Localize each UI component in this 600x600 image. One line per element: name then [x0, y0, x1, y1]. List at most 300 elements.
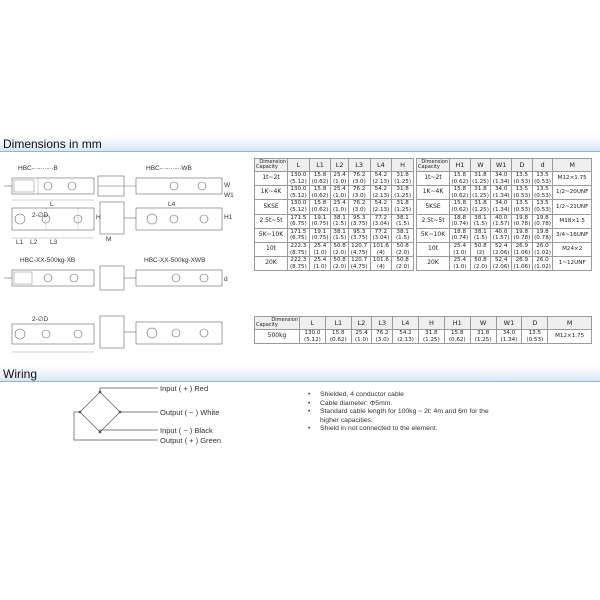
inch-value: (8.75) — [289, 263, 307, 270]
value-cell — [309, 172, 331, 186]
inch-value: (1.57) — [492, 221, 510, 228]
value-cell — [309, 214, 331, 228]
drawing-label-wb: HBC-··-···-··WB — [146, 165, 192, 172]
wire-input-positive: Input ( + ) Red — [160, 384, 209, 393]
metric-value: 31.8 — [425, 330, 438, 336]
dimensions-section-header — [0, 136, 600, 152]
value-cell — [288, 257, 310, 271]
hole-spec-label: 2-∅D — [32, 212, 49, 219]
metric-value: 222.3 — [290, 257, 307, 264]
value-cell — [392, 186, 414, 200]
value-cell — [309, 228, 331, 242]
inch-value: (0.78) — [534, 221, 551, 228]
capacity-cell: 5K~10K — [417, 228, 450, 242]
inch-value: (5.12) — [289, 206, 307, 213]
inch-value: (1.34) — [492, 206, 510, 213]
value-cell — [470, 172, 491, 186]
capacity-cell: 20K — [417, 257, 450, 271]
value-cell — [491, 214, 512, 228]
metric-value: 13.5 — [528, 330, 542, 336]
metric-value: 25.4 — [333, 172, 346, 178]
inch-value: (0.62) — [448, 336, 466, 343]
value-cell — [300, 330, 326, 344]
inch-value: (1.0) — [332, 178, 347, 185]
inch-value: (5.12) — [304, 336, 321, 343]
value-cell — [512, 200, 533, 214]
metric-value: 50.8 — [474, 257, 487, 264]
value-cell — [309, 200, 331, 214]
value-cell — [288, 200, 310, 214]
dim-L2-label: L2 — [30, 239, 38, 246]
inch-value: (0.53) — [526, 336, 544, 343]
value-cell — [288, 186, 310, 200]
inch-value: (1.0) — [313, 263, 327, 270]
column-header: L — [300, 317, 326, 330]
value-cell — [392, 172, 414, 186]
metric-value: 13.5 — [536, 186, 549, 193]
drawing-500-b-top — [4, 270, 94, 286]
value-cell — [491, 172, 512, 186]
metric-value: 50.8 — [396, 242, 409, 249]
inch-value: (1.25) — [472, 206, 489, 213]
column-header: W1 — [491, 159, 512, 172]
inch-value: (0.74) — [451, 235, 469, 242]
metric-value: 130.0 — [304, 330, 321, 336]
column-header: H — [392, 159, 414, 172]
inch-value: (0.62) — [311, 178, 329, 185]
wiring-diagram — [60, 384, 270, 454]
inch-value: (1.57) — [492, 235, 510, 242]
corner-dimension-label: Dimension — [259, 159, 286, 165]
value-cell — [491, 242, 512, 256]
metric-value: 101.6 — [372, 257, 389, 264]
value-cell — [288, 228, 310, 242]
value-cell — [532, 200, 553, 214]
table-row — [255, 186, 414, 200]
wire-output-negative: Output ( − ) White — [160, 408, 220, 417]
metric-value: 34.0 — [494, 172, 508, 178]
drawing-wb-side — [100, 202, 222, 234]
value-cell — [532, 172, 553, 186]
value-cell — [370, 242, 392, 256]
inch-value: (1.25) — [472, 178, 489, 185]
inch-value: (1.0) — [453, 249, 467, 256]
inch-value: (2.0) — [332, 249, 347, 256]
value-cell — [348, 172, 370, 186]
wire-input-negative: Input ( − ) Black — [160, 426, 213, 435]
column-header: L — [288, 159, 310, 172]
inch-value: (2.06) — [492, 263, 510, 270]
table-row — [255, 214, 414, 228]
inch-value: (1.34) — [492, 178, 510, 185]
technical-drawings — [2, 156, 238, 362]
value-cell — [288, 242, 310, 256]
inch-value: (3.0) — [352, 206, 366, 213]
metric-value: 77.2 — [374, 214, 388, 221]
metric-value: 38.1 — [396, 214, 409, 221]
value-cell — [512, 242, 533, 256]
inch-value: (1.0) — [332, 206, 347, 213]
metric-value: 15.8 — [453, 172, 467, 178]
value-cell — [331, 214, 348, 228]
value-cell — [532, 214, 553, 228]
capacity-cell: 10t — [417, 242, 450, 256]
capacity-cell: 1K~4K — [255, 186, 288, 200]
table-row — [417, 200, 592, 214]
column-header: H1 — [450, 159, 471, 172]
metric-value: 34.0 — [502, 330, 516, 336]
metric-value: 3/4~16UNF — [556, 232, 589, 239]
corner-dimension-label: Dimension — [421, 159, 448, 165]
value-cell — [331, 257, 348, 271]
metric-value: M24×2 — [562, 246, 583, 253]
metric-value: 13.5 — [515, 186, 529, 193]
wiring-notes — [306, 391, 506, 434]
metric-value: M18×1.5 — [559, 217, 585, 224]
metric-value: 34.0 — [494, 186, 508, 193]
column-header: L2 — [331, 159, 348, 172]
inch-value: (3.75) — [350, 221, 368, 228]
inch-value: (1.25) — [394, 192, 412, 199]
value-cell — [496, 330, 522, 344]
value-cell — [331, 242, 348, 256]
metric-value: 19.8 — [536, 228, 549, 235]
column-header: W — [470, 159, 491, 172]
hole-spec-label-2: 2-∅D — [32, 316, 49, 323]
inch-value: (0.53) — [534, 178, 551, 185]
table-row — [255, 172, 414, 186]
value-cell — [532, 242, 553, 256]
column-header: W — [470, 317, 496, 330]
inch-value: (0.62) — [311, 192, 329, 199]
inch-value: (5.12) — [289, 192, 307, 199]
inch-value: (6.75) — [289, 235, 307, 242]
table-row — [255, 242, 414, 256]
value-cell — [470, 242, 491, 256]
table-row — [417, 228, 592, 242]
metric-value: 19.1 — [313, 228, 327, 235]
column-header: H1 — [444, 317, 470, 330]
capacity-cell: 10t — [255, 242, 288, 256]
metric-value: 120.7 — [351, 257, 368, 264]
value-cell — [491, 186, 512, 200]
inch-value: (0.75) — [311, 221, 329, 228]
value-cell — [348, 228, 370, 242]
drawing-b-side — [12, 208, 94, 238]
capacity-cell: 1K~4K — [417, 186, 450, 200]
value-cell — [351, 330, 372, 344]
value-cell — [470, 200, 491, 214]
inch-value: (3.04) — [372, 221, 390, 228]
value-cell — [553, 242, 592, 256]
inch-value: (2.13) — [372, 192, 390, 199]
metric-value: 1/2~20UNF — [556, 189, 589, 196]
dim-L4-label: L4 — [168, 201, 176, 208]
drawing-b-top — [4, 178, 94, 200]
metric-value: 26.9 — [515, 242, 529, 249]
column-header: D — [522, 317, 548, 330]
value-cell — [532, 186, 553, 200]
inch-value: (0.75) — [311, 235, 329, 242]
metric-value: 38.1 — [474, 214, 487, 221]
metric-value: 101.6 — [372, 242, 389, 249]
value-cell — [331, 172, 348, 186]
metric-value: 19.8 — [515, 214, 529, 221]
inch-value: (3.0) — [352, 192, 366, 199]
dim-L3-label: L3 — [50, 239, 58, 246]
inch-value: (4.75) — [350, 249, 368, 256]
metric-value: 222.3 — [290, 242, 307, 249]
value-cell — [444, 330, 470, 344]
inch-value: (0.53) — [534, 206, 551, 213]
dim-M-label: M — [106, 236, 112, 243]
value-cell — [470, 257, 491, 271]
inch-value: (1.02) — [534, 249, 551, 256]
value-cell — [331, 186, 348, 200]
inch-value: (1.34) — [500, 336, 518, 343]
corner-capacity-label: Capacity — [256, 322, 278, 329]
inch-value: (0.74) — [451, 221, 469, 228]
metric-value: 54.2 — [374, 172, 388, 178]
inch-value: (1.5) — [473, 235, 488, 242]
inch-value: (0.53) — [513, 178, 531, 185]
value-cell — [288, 214, 310, 228]
inch-value: (4) — [376, 263, 385, 270]
value-cell — [348, 186, 370, 200]
table-header-row — [255, 317, 592, 330]
inch-value: (2.13) — [397, 336, 414, 343]
value-cell — [450, 242, 471, 256]
table-row — [255, 330, 592, 344]
inch-value: (1.25) — [394, 178, 412, 185]
inch-value: (5.12) — [289, 178, 307, 185]
capacity-cell: 5KSE — [417, 200, 450, 214]
metric-value: 54.2 — [374, 200, 388, 207]
value-cell — [450, 200, 471, 214]
inch-value: (1.0) — [453, 263, 467, 270]
value-cell — [392, 257, 414, 271]
value-cell — [370, 200, 392, 214]
dim-H-label: H — [96, 214, 101, 221]
metric-value: 171.5 — [290, 228, 307, 235]
inch-value: (3.0) — [352, 178, 366, 185]
inch-value: (0.62) — [329, 336, 347, 343]
metric-value: 19.8 — [536, 214, 549, 221]
metric-value: 13.5 — [536, 172, 549, 178]
value-cell — [450, 257, 471, 271]
metric-value: 13.5 — [515, 172, 529, 178]
value-cell — [392, 242, 414, 256]
metric-value: 130.0 — [290, 172, 307, 178]
value-cell — [512, 186, 533, 200]
metric-value: 15.8 — [332, 330, 345, 336]
capacity-cell: 500kg — [255, 330, 300, 344]
value-cell — [370, 186, 392, 200]
value-cell — [470, 186, 491, 200]
metric-value: 15.8 — [453, 200, 467, 207]
inch-value: (8.75) — [289, 249, 307, 256]
inch-value: (2.0) — [395, 249, 410, 256]
inch-value: (0.78) — [513, 235, 531, 242]
column-header: D — [512, 159, 533, 172]
table-row — [417, 214, 592, 228]
dim-W1-label: W1 — [224, 192, 234, 199]
metric-value: 26.9 — [515, 257, 529, 264]
value-cell — [553, 172, 592, 186]
column-header: L3 — [372, 317, 393, 330]
metric-value: 31.8 — [476, 330, 490, 336]
metric-value: 15.8 — [313, 186, 327, 193]
dim-H1-label: H1 — [224, 214, 233, 221]
metric-value: 76.2 — [352, 200, 366, 207]
value-cell — [470, 330, 496, 344]
inch-value: (1.5) — [473, 221, 488, 228]
metric-value: 25.4 — [355, 330, 368, 336]
metric-value: 18.8 — [453, 228, 467, 235]
metric-value: 52.4 — [494, 257, 508, 264]
dim-W-label: W — [224, 182, 231, 189]
inch-value: (2) — [476, 249, 485, 256]
value-cell — [372, 330, 393, 344]
inch-value: (4) — [376, 249, 385, 256]
value-cell — [553, 186, 592, 200]
table-row — [417, 257, 592, 271]
wiring-section-header — [0, 366, 600, 382]
inch-value: (1.06) — [513, 249, 531, 256]
value-cell — [532, 228, 553, 242]
value-cell — [348, 200, 370, 214]
corner-header — [417, 159, 450, 172]
metric-value: 76.2 — [376, 330, 389, 336]
metric-value: 76.2 — [352, 172, 366, 178]
corner-capacity-label: Capacity — [418, 164, 440, 171]
metric-value: 95.3 — [352, 228, 366, 235]
inch-value: (1.0) — [354, 336, 369, 343]
dimension-table-500kg — [254, 316, 592, 344]
metric-value: 19.8 — [515, 228, 529, 235]
wire-output-positive: Output ( + ) Green — [160, 436, 222, 445]
table-header-row — [255, 159, 414, 172]
metric-value: 31.8 — [474, 200, 487, 207]
inch-value: (1.0) — [332, 192, 347, 199]
metric-value: 25.4 — [313, 242, 327, 249]
wiring-title: Wiring — [3, 367, 38, 381]
metric-value: 40.0 — [494, 228, 508, 235]
inch-value: (1.25) — [474, 336, 492, 343]
metric-value: 26.0 — [536, 242, 549, 249]
inch-value: (1.25) — [422, 336, 440, 343]
value-cell — [392, 214, 414, 228]
metric-value: 171.5 — [290, 214, 307, 221]
dim-d-label: d — [224, 276, 228, 283]
value-cell — [512, 257, 533, 271]
inch-value: (3.04) — [372, 235, 390, 242]
column-header: L1 — [325, 317, 351, 330]
value-cell — [309, 242, 331, 256]
metric-value: 130.0 — [290, 186, 307, 193]
value-cell — [325, 330, 351, 344]
drawing-500-wb-side — [100, 316, 222, 348]
drawing-label-500-b: HBC-XX-500kg-XB — [20, 257, 76, 264]
metric-value: 50.8 — [396, 257, 409, 264]
value-cell — [491, 228, 512, 242]
table-row — [255, 228, 414, 242]
value-cell — [370, 172, 392, 186]
metric-value: 77.2 — [374, 228, 388, 235]
table-row — [255, 257, 414, 271]
drawing-wb-top — [98, 176, 222, 196]
value-cell — [450, 186, 471, 200]
corner-dimension-label: Dimension — [271, 317, 298, 323]
metric-value: 50.8 — [333, 257, 346, 264]
metric-value: 31.8 — [396, 200, 409, 207]
inch-value: (0.62) — [451, 192, 469, 199]
inch-value: (0.78) — [534, 235, 551, 242]
value-cell — [392, 228, 414, 242]
inch-value: (1.0) — [313, 249, 327, 256]
metric-value: 13.5 — [536, 200, 549, 207]
metric-value: 15.8 — [313, 172, 327, 178]
metric-value: 52.4 — [494, 242, 508, 249]
inch-value: (1.34) — [492, 192, 510, 199]
value-cell — [348, 214, 370, 228]
metric-value: 34.0 — [494, 200, 508, 207]
inch-value: (2.0) — [332, 263, 347, 270]
metric-value: 40.0 — [494, 214, 508, 221]
value-cell — [470, 214, 491, 228]
inch-value: (1.5) — [332, 221, 347, 228]
column-header: L4 — [370, 159, 392, 172]
inch-value: (0.53) — [513, 192, 531, 199]
inch-value: (1.25) — [472, 192, 489, 199]
column-header: M — [548, 317, 592, 330]
value-cell — [512, 214, 533, 228]
value-cell — [532, 257, 553, 271]
value-cell — [309, 186, 331, 200]
value-cell — [553, 214, 592, 228]
inch-value: (2.06) — [492, 249, 510, 256]
inch-value: (2.13) — [372, 206, 390, 213]
capacity-cell: 2.5t~5t — [417, 214, 450, 228]
metric-value: 31.8 — [474, 186, 487, 193]
column-header: W1 — [496, 317, 522, 330]
value-cell — [370, 228, 392, 242]
dimension-table-left — [254, 158, 414, 271]
column-header: L4 — [393, 317, 419, 330]
note-item: • Cable diameter: Φ5mm. — [306, 400, 506, 409]
metric-value: 31.8 — [396, 186, 409, 193]
metric-value: 25.4 — [453, 257, 467, 264]
inch-value: (0.53) — [534, 192, 551, 199]
value-cell — [331, 200, 348, 214]
metric-value: M12×1.75 — [557, 175, 587, 182]
column-header: M — [553, 159, 592, 172]
capacity-cell: 20K — [255, 257, 288, 271]
metric-value: 18.8 — [453, 214, 467, 221]
metric-value: 54.2 — [374, 186, 388, 193]
metric-value: 25.4 — [333, 200, 346, 207]
value-cell — [470, 228, 491, 242]
inch-value: (2.0) — [473, 263, 488, 270]
inch-value: (1.02) — [534, 263, 551, 270]
inch-value: (0.53) — [513, 206, 531, 213]
inch-value: (1.5) — [395, 235, 410, 242]
dimension-table-right — [416, 158, 592, 271]
corner-capacity-label: Capacity — [256, 164, 278, 171]
metric-value: 76.2 — [352, 186, 366, 193]
inch-value: (2.0) — [395, 263, 410, 270]
table-row — [255, 200, 414, 214]
